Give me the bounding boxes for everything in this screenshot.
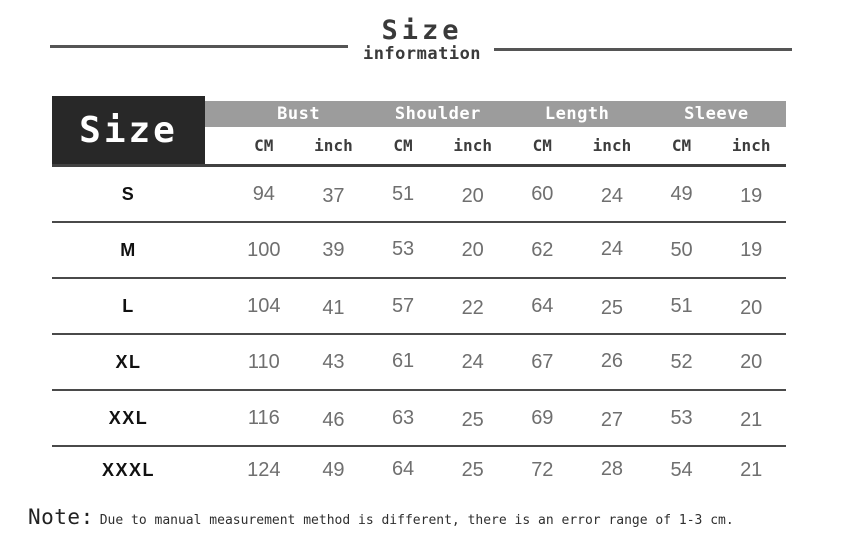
measurement-value: 24 bbox=[600, 237, 624, 260]
measurement-value: 20 bbox=[740, 350, 763, 373]
measurement-value: 20 bbox=[461, 238, 484, 261]
unit-cm: CM bbox=[532, 136, 552, 155]
row-cells bbox=[205, 239, 786, 262]
measurement-value: 25 bbox=[600, 296, 624, 319]
measurement-value: 20 bbox=[461, 184, 484, 207]
measurement-value: 100 bbox=[247, 238, 281, 261]
unit-inch: inch bbox=[314, 136, 353, 155]
unit-cm: CM bbox=[393, 136, 413, 155]
table-row bbox=[52, 167, 786, 223]
measurement-value: 41 bbox=[322, 296, 345, 319]
unit-inch: inch bbox=[453, 136, 492, 155]
table-row bbox=[52, 391, 786, 447]
size-label: S bbox=[121, 183, 136, 204]
unit-pair-sleeve bbox=[647, 136, 786, 155]
measurement-value: 54 bbox=[670, 458, 693, 481]
group-header-bar bbox=[205, 101, 786, 127]
title-line2: information bbox=[362, 43, 482, 64]
table-header bbox=[52, 96, 786, 167]
unit-cm: CM bbox=[254, 136, 274, 155]
measurement-value: 49 bbox=[670, 182, 693, 205]
title-rule-left bbox=[50, 45, 348, 48]
size-column-header: Size bbox=[52, 96, 205, 164]
measurement-value: 116 bbox=[247, 406, 280, 429]
size-label: M bbox=[120, 239, 137, 260]
unit-cm: CM bbox=[671, 136, 692, 155]
unit-pair-length bbox=[508, 136, 647, 155]
group-header-sleeve: Sleeve bbox=[684, 104, 749, 124]
note bbox=[28, 505, 842, 529]
measurement-value: 124 bbox=[247, 458, 281, 481]
measurement-value: 64 bbox=[531, 294, 554, 317]
measurement-value: 25 bbox=[461, 458, 484, 481]
measurement-value: 21 bbox=[740, 458, 763, 481]
measurement-value: 20 bbox=[740, 296, 763, 319]
measurement-value: 27 bbox=[600, 408, 624, 431]
measurement-value: 69 bbox=[531, 406, 554, 429]
page-title bbox=[358, 14, 486, 64]
measurement-value: 110 bbox=[247, 350, 280, 373]
measurement-value: 21 bbox=[740, 408, 763, 431]
measurement-value: 57 bbox=[391, 294, 415, 317]
size-table bbox=[52, 96, 786, 493]
measurement-value: 22 bbox=[461, 296, 484, 319]
size-label: XXXL bbox=[101, 459, 155, 480]
title-rule-right bbox=[494, 48, 792, 51]
measurement-value: 60 bbox=[531, 182, 554, 205]
row-cells bbox=[205, 351, 786, 374]
row-cells bbox=[205, 407, 786, 430]
measurement-value: 43 bbox=[322, 350, 345, 373]
measurement-value: 50 bbox=[670, 238, 693, 261]
measurement-value: 26 bbox=[600, 349, 624, 372]
note-text: Due to manual measurement method is different, there is an error range of 1-3 cm. bbox=[99, 513, 734, 528]
measurement-value: 24 bbox=[461, 350, 484, 373]
measurement-value: 49 bbox=[322, 458, 345, 481]
measurement-value: 94 bbox=[252, 182, 275, 205]
group-header-length: Length bbox=[544, 104, 610, 124]
row-cells bbox=[205, 459, 786, 482]
row-cells bbox=[205, 295, 786, 318]
measurement-value: 64 bbox=[391, 457, 415, 480]
title-line1: Size bbox=[381, 14, 463, 46]
table-row bbox=[52, 447, 786, 493]
group-header-shoulder: Shoulder bbox=[394, 104, 481, 124]
unit-pair-bust bbox=[229, 136, 368, 155]
measurement-value: 51 bbox=[391, 182, 415, 205]
table-row bbox=[52, 223, 786, 279]
measurement-value: 24 bbox=[600, 184, 624, 207]
measurement-value: 37 bbox=[322, 184, 345, 207]
measurement-value: 51 bbox=[670, 294, 693, 317]
measurement-value: 62 bbox=[531, 238, 554, 261]
table-row bbox=[52, 335, 786, 391]
measurement-value: 19 bbox=[740, 238, 763, 261]
table-row bbox=[52, 279, 786, 335]
measurement-value: 53 bbox=[391, 237, 415, 260]
note-label: Note: bbox=[28, 505, 94, 529]
measurement-value: 28 bbox=[600, 457, 624, 480]
measurement-value: 72 bbox=[531, 458, 554, 481]
size-label: XXL bbox=[108, 407, 149, 428]
measurement-value: 63 bbox=[391, 406, 415, 429]
measurement-value: 46 bbox=[322, 408, 345, 431]
measurement-value: 61 bbox=[391, 349, 415, 372]
measurement-value: 25 bbox=[461, 408, 484, 431]
units-row bbox=[205, 127, 786, 164]
measurement-value: 104 bbox=[247, 294, 281, 317]
table-body bbox=[52, 167, 786, 493]
size-label: L bbox=[122, 295, 135, 316]
row-cells bbox=[205, 183, 786, 206]
measurement-value: 39 bbox=[322, 238, 345, 261]
measurement-value: 52 bbox=[670, 350, 693, 373]
table-header-right bbox=[205, 96, 786, 164]
group-header-bust: Bust bbox=[277, 104, 321, 124]
title-block bbox=[0, 0, 842, 66]
unit-inch: inch bbox=[731, 136, 771, 155]
measurement-value: 67 bbox=[531, 350, 554, 373]
measurement-value: 53 bbox=[670, 406, 693, 429]
unit-pair-shoulder bbox=[368, 136, 507, 155]
unit-inch: inch bbox=[592, 136, 632, 155]
measurement-value: 19 bbox=[740, 184, 763, 207]
size-label: XL bbox=[115, 351, 142, 372]
